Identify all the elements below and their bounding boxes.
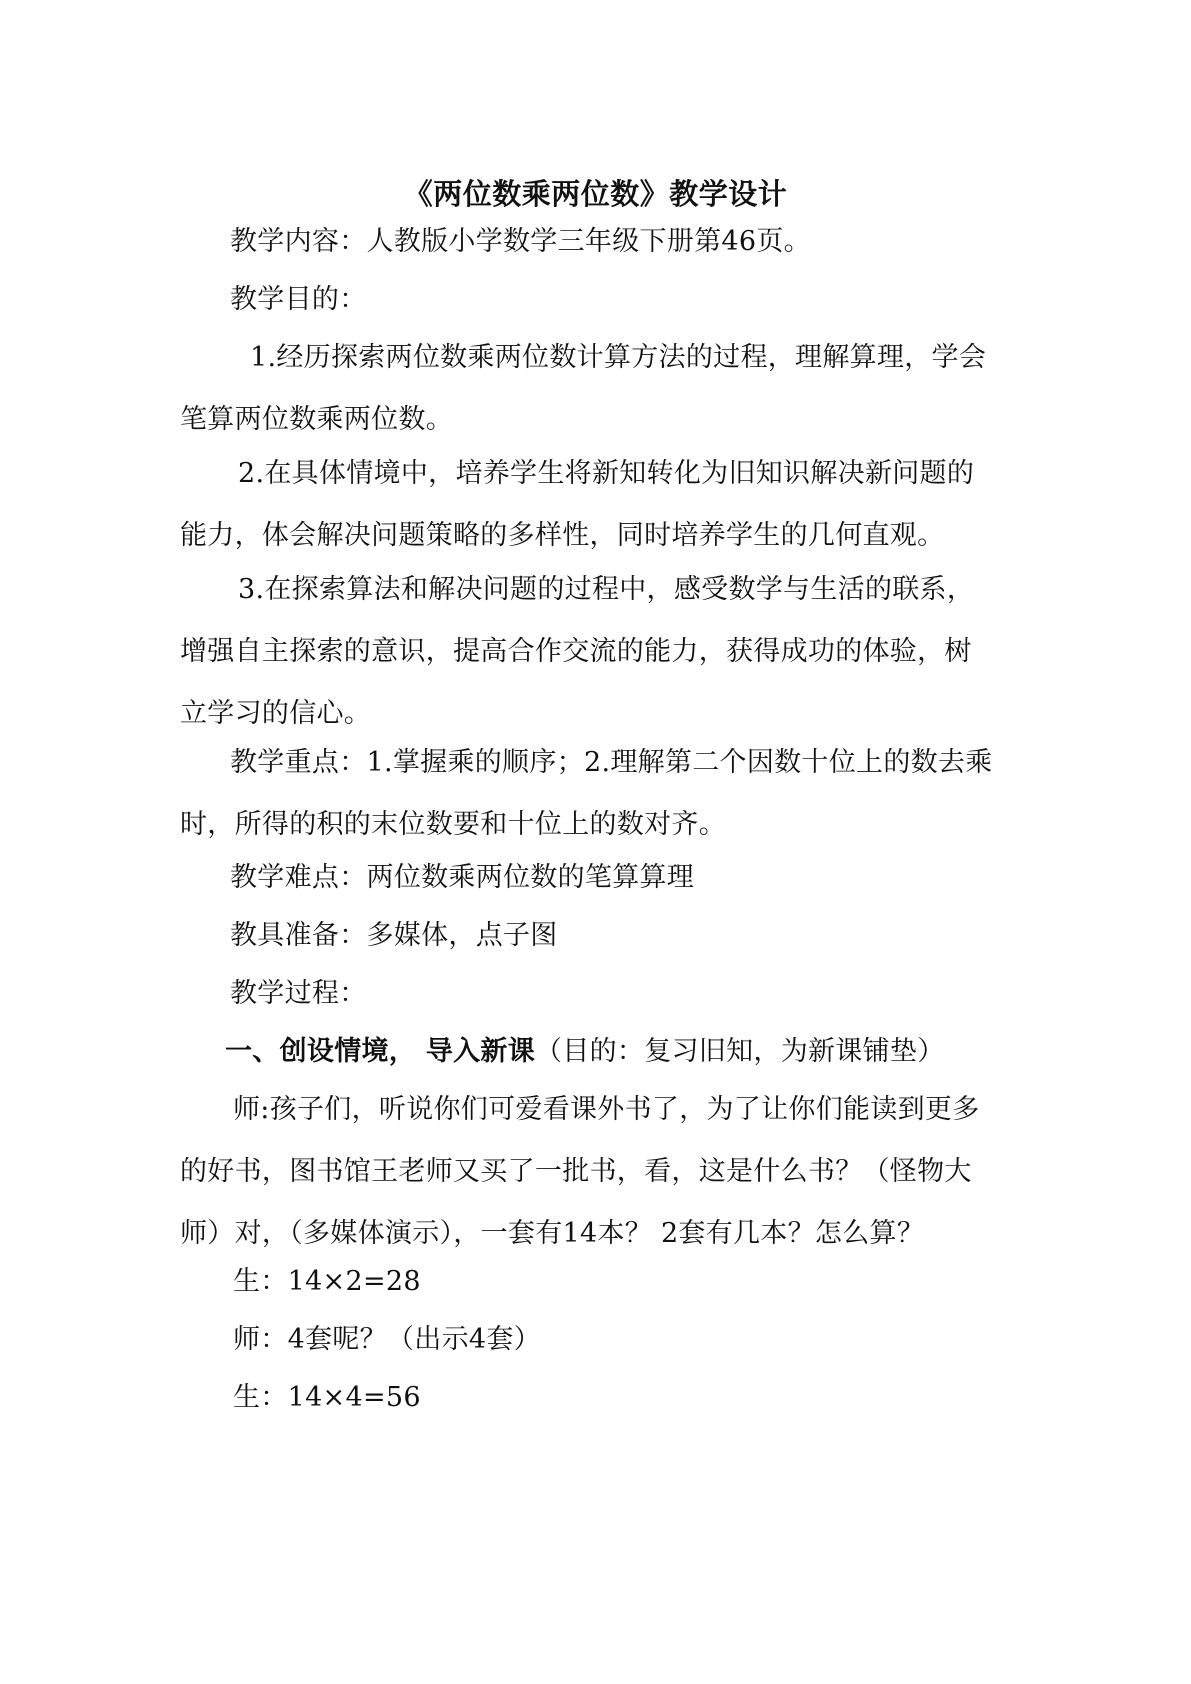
- teacher-dialogue-1-line-2: 的好书，图书馆王老师又买了一批书，看，这是什么书？（怪物大: [180, 1156, 972, 1187]
- student-2-paragraph: [0, 1367, 1191, 1429]
- section-1-purpose: （目的：复习旧知，为新课铺垫）: [535, 1036, 945, 1067]
- objective-3-line-2: 增强自主探索的意识，提高合作交流的能力，获得成功的体验，树: [180, 636, 972, 667]
- objective-2-paragraph: [0, 443, 1191, 567]
- key-points-line-2: 时，所得的积的末位数要和十位上的数对齐。: [180, 809, 726, 840]
- section-1-heading: 一、创设情境， 导入新课: [225, 1036, 535, 1067]
- key-points-paragraph: [0, 732, 1191, 856]
- objective-1-line-1: 1.经历探索两位数乘两位数计算方法的过程，理解算理，学会: [250, 342, 987, 373]
- objective-2-line-1: 2.在具体情境中，培养学生将新知转化为旧知识解决新问题的: [238, 458, 975, 489]
- tools-line: 教具准备：多媒体，点子图: [230, 920, 558, 951]
- tools-paragraph: [0, 905, 1191, 967]
- difficulty-paragraph: [0, 847, 1191, 909]
- document-title: 《两位数乘两位数》教学设计: [403, 177, 788, 211]
- objective-3-line-3: 立学习的信心。: [180, 698, 372, 729]
- difficulty-line: 教学难点：两位数乘两位数的笔算算理: [230, 862, 695, 893]
- process-heading: 教学过程：: [230, 978, 367, 1009]
- process-heading-paragraph: [0, 963, 1191, 1025]
- objective-3-line-1: 3.在探索算法和解决问题的过程中，感受数学与生活的联系，: [238, 574, 975, 605]
- student-1-line: 生：14×2=28: [233, 1266, 421, 1297]
- teacher-dialogue-1-line-1: 师:孩子们，听说你们可爱看课外书了，为了让你们能读到更多: [233, 1094, 980, 1125]
- student-1-paragraph: [0, 1251, 1191, 1313]
- teacher-dialogue-1-paragraph: [0, 1079, 1191, 1265]
- objective-1-paragraph: [0, 327, 1191, 451]
- objective-3-paragraph: [0, 559, 1191, 745]
- section-1-line: [0, 1021, 1191, 1083]
- teacher-dialogue-1-line-3: 师）对，（多媒体演示），一套有14本？ 2套有几本？怎么算？: [180, 1218, 925, 1249]
- key-points-line-1: 教学重点：1.掌握乘的顺序；2.理解第二个因数十位上的数去乘: [230, 747, 993, 778]
- objective-1-line-2: 笔算两位数乘两位数。: [180, 404, 453, 435]
- objectives-heading-paragraph: [0, 269, 1191, 331]
- section-1-paragraph: [0, 1021, 1191, 1083]
- teacher-2-line: 师：4套呢？（出示4套）: [233, 1324, 541, 1355]
- objectives-heading: 教学目的：: [230, 284, 367, 315]
- objective-2-line-2: 能力，体会解决问题策略的多样性，同时培养学生的几何直观。: [180, 520, 945, 551]
- content-line: 教学内容：人教版小学数学三年级下册第46页。: [230, 226, 811, 257]
- student-2-line: 生：14×4=56: [233, 1382, 421, 1413]
- teacher-2-paragraph: [0, 1309, 1191, 1371]
- content-paragraph: [0, 211, 1191, 273]
